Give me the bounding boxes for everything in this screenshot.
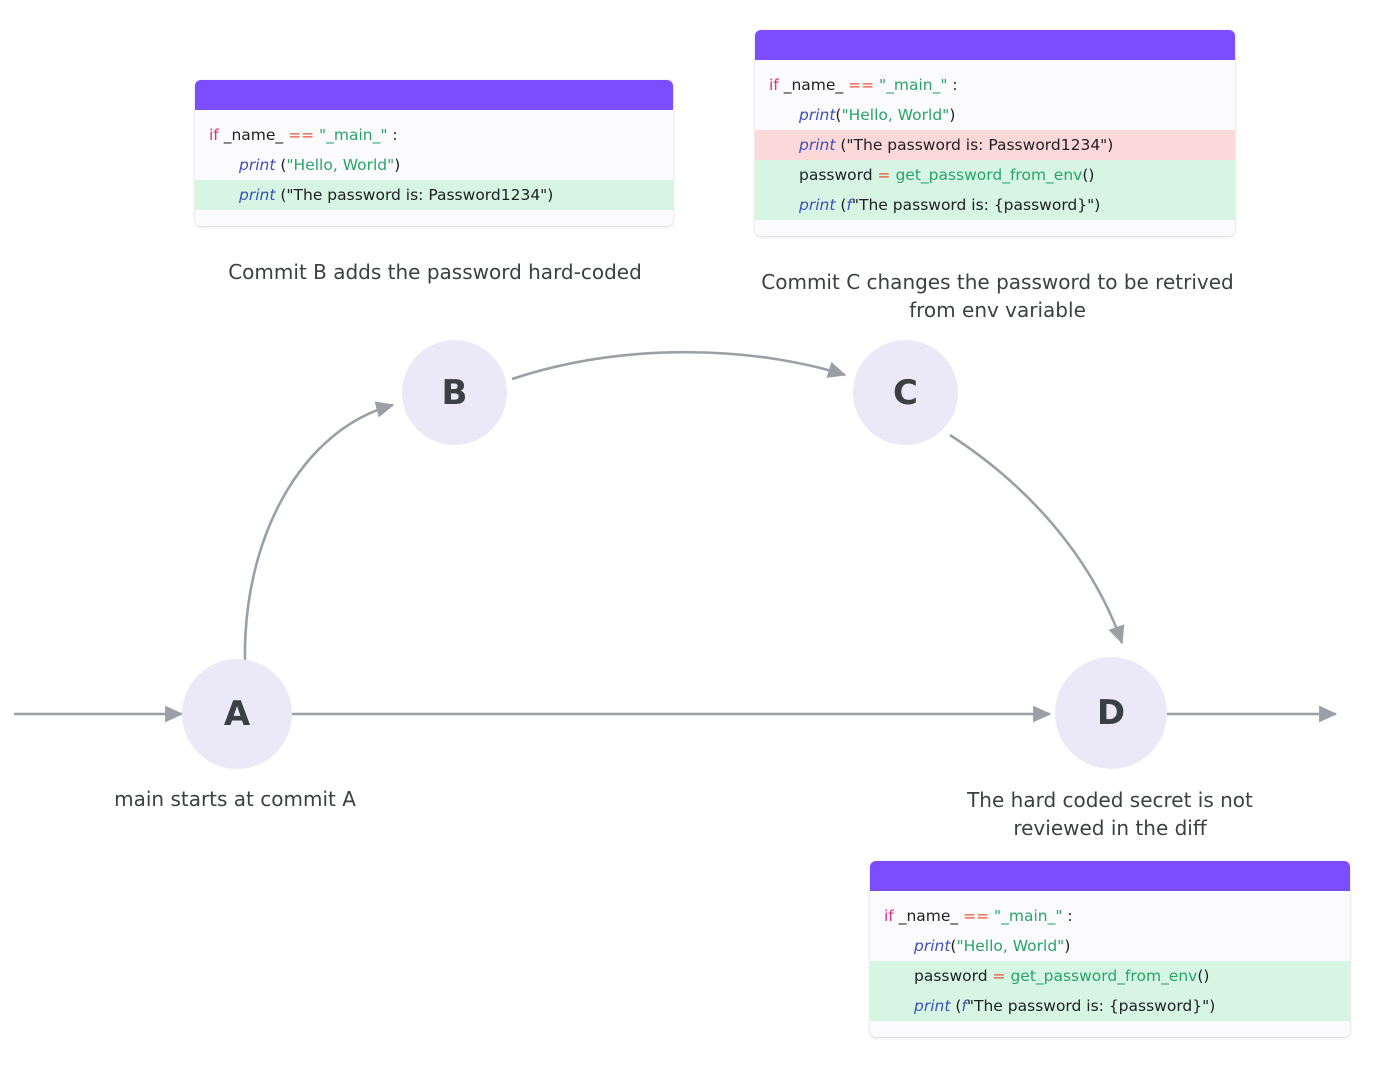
code-token: password	[914, 967, 993, 985]
commit-c-code-body	[755, 60, 1235, 236]
card-title-bar	[755, 30, 1235, 60]
code-token: print	[914, 997, 956, 1015]
caption-commit-c: Commit C changes the password to be retrived from env variable	[761, 270, 1234, 322]
code-token: password	[799, 166, 878, 184]
code-line-added	[755, 160, 1235, 190]
edge-c-to-d	[950, 435, 1122, 643]
caption-commit-a: main starts at commit A	[114, 787, 356, 811]
code-token: "_main_"	[319, 126, 393, 144]
code-token: =	[992, 967, 1011, 985]
code-token: :	[1067, 907, 1073, 925]
code-token: ==	[288, 126, 319, 144]
code-line-context	[755, 70, 1235, 100]
code-token: "Hello, World"	[956, 937, 1065, 955]
code-token: (	[835, 106, 842, 124]
commit-node-c[interactable]	[853, 340, 958, 445]
code-line-context	[195, 120, 673, 150]
code-token: (	[280, 156, 287, 174]
code-token: if	[769, 76, 784, 94]
commit-d-code-body	[870, 891, 1350, 1037]
code-token: )	[949, 106, 956, 124]
commit-node-d-label: D	[1096, 693, 1126, 733]
code-token: (	[950, 937, 957, 955]
code-token: if	[884, 907, 899, 925]
code-token: ()	[1082, 166, 1095, 184]
code-token: _name_	[898, 907, 964, 925]
edge-a-to-b	[245, 405, 393, 660]
code-line-removed	[755, 130, 1235, 160]
code-token: :	[392, 126, 398, 144]
commit-node-a-label: A	[223, 694, 251, 734]
commit-node-a[interactable]	[182, 659, 292, 769]
code-token: ==	[848, 76, 879, 94]
code-line-added	[870, 991, 1350, 1021]
card-title-bar	[195, 80, 673, 110]
code-token: if	[209, 126, 224, 144]
code-line-added	[195, 180, 673, 210]
code-token: =	[877, 166, 896, 184]
code-token: :	[952, 76, 958, 94]
commit-node-c-label: C	[893, 372, 918, 413]
code-token: )	[1064, 937, 1071, 955]
code-line-context	[870, 931, 1350, 961]
caption-commit-d: The hard coded secret is not reviewed in the diff	[967, 788, 1253, 840]
code-token: ()	[1197, 967, 1210, 985]
code-token: "The password is: {password}")	[851, 196, 1101, 214]
code-token: print	[799, 136, 841, 154]
code-token: get_password_from_env	[895, 166, 1083, 184]
code-token: "_main_"	[879, 76, 953, 94]
code-token: (	[955, 997, 962, 1015]
code-line-context	[870, 901, 1350, 931]
code-token: print	[914, 937, 951, 955]
code-line-context	[755, 100, 1235, 130]
commit-node-b-label: B	[441, 372, 468, 413]
code-token: "The password is: {password}")	[966, 997, 1216, 1015]
edge-b-to-c	[512, 352, 845, 379]
code-token: ("The password is: Password1234")	[280, 186, 554, 204]
code-token: print	[799, 106, 836, 124]
caption-commit-b: Commit B adds the password hard-coded	[228, 260, 642, 284]
code-token: "Hello, World"	[286, 156, 395, 174]
code-token: "_main_"	[994, 907, 1068, 925]
code-token: print	[239, 186, 281, 204]
code-token: ==	[963, 907, 994, 925]
commit-b-code-card	[195, 80, 673, 226]
code-token: print	[239, 156, 281, 174]
code-token: (	[840, 196, 847, 214]
code-token: f	[961, 997, 967, 1015]
commit-node-d[interactable]	[1055, 657, 1167, 769]
commit-b-code-body	[195, 110, 673, 226]
code-token: "Hello, World"	[841, 106, 950, 124]
code-token: _name_	[223, 126, 289, 144]
commit-node-b[interactable]	[402, 340, 507, 445]
code-token: print	[799, 196, 841, 214]
code-line-added	[870, 961, 1350, 991]
code-line-added	[755, 190, 1235, 220]
commit-d-code-card	[870, 861, 1350, 1037]
code-token: f	[846, 196, 852, 214]
code-token: ("The password is: Password1234")	[840, 136, 1114, 154]
card-title-bar	[870, 861, 1350, 891]
code-token: )	[394, 156, 401, 174]
code-line-context	[195, 150, 673, 180]
code-token: get_password_from_env	[1010, 967, 1198, 985]
commit-c-code-card	[755, 30, 1235, 236]
code-token: _name_	[783, 76, 849, 94]
